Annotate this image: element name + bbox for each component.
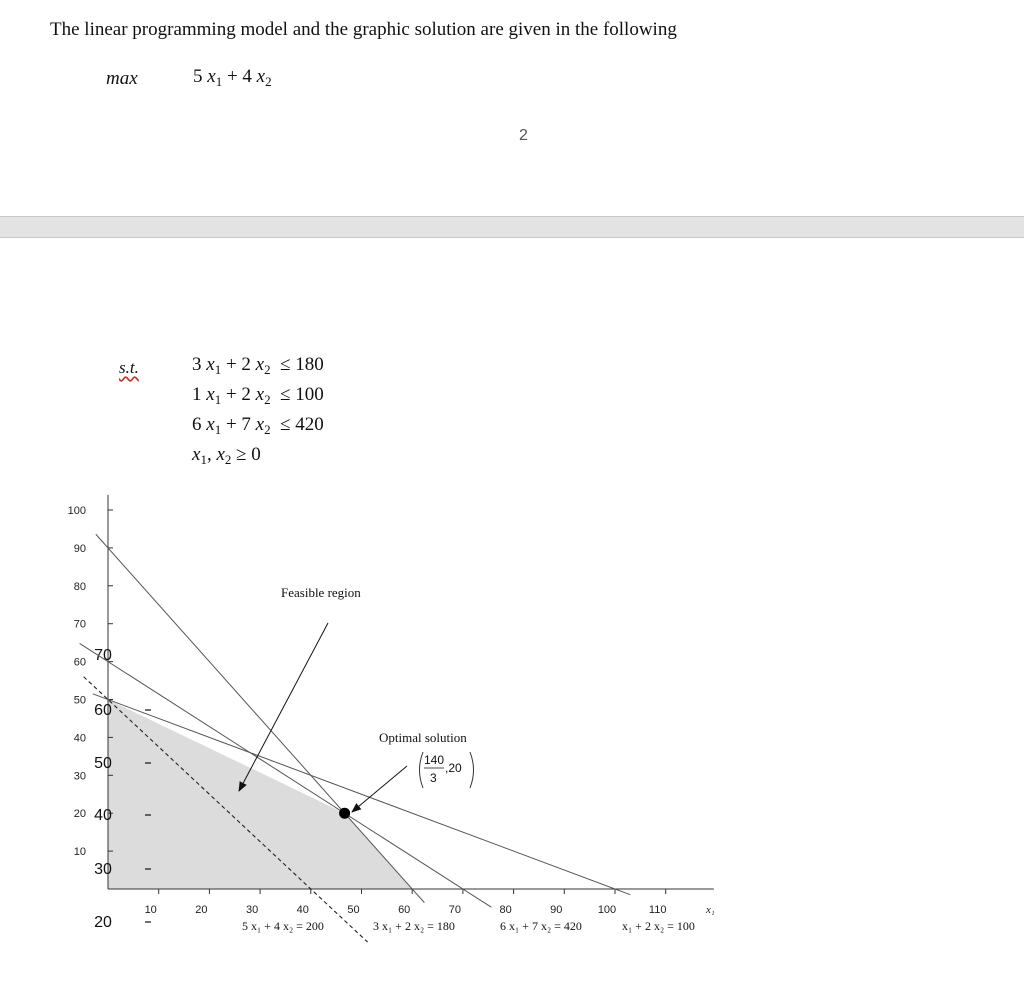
- subject-to-label: s.t.: [119, 358, 139, 377]
- x-tick-label: 90: [550, 904, 563, 916]
- constraint-plus: +: [225, 384, 237, 405]
- y-tick-label: 100: [67, 505, 86, 517]
- optimal-fraction-denominator: 3: [430, 771, 437, 785]
- constraint-var-b: x: [255, 354, 265, 375]
- stray-axis-label: 40: [94, 807, 112, 824]
- y-tick-label: 20: [73, 808, 86, 821]
- optimal-point: [339, 808, 350, 819]
- constraint-coef-b: 2: [241, 354, 251, 375]
- stray-axis-label: 30: [94, 861, 112, 878]
- x-tick-label: 10: [144, 904, 157, 916]
- objective-coef-1: 5: [193, 66, 203, 87]
- constraint-plus: +: [225, 354, 237, 375]
- objective-sub-1: 1: [215, 74, 223, 89]
- y-tick-label: 60: [73, 656, 86, 669]
- stray-axis-label: 70: [94, 647, 112, 664]
- objective-sub-2: 2: [265, 74, 272, 89]
- x-tick-label: 100: [597, 904, 617, 916]
- constraint-sub-b: 2: [264, 422, 271, 437]
- constraint-coef-b: 2: [241, 384, 251, 405]
- constraint-sub-a: 1: [214, 422, 222, 437]
- nonneg-sub-2: 2: [224, 452, 232, 467]
- feasible-region-shape: [108, 700, 412, 890]
- y-tick-label: 50: [73, 694, 86, 707]
- x-tick-label: 80: [499, 904, 512, 916]
- constraint-relation: ≤: [280, 354, 291, 375]
- x-tick-label: 30: [245, 904, 259, 916]
- x-tick-label: 60: [398, 904, 411, 916]
- constraint-rhs: 180: [295, 354, 324, 375]
- stray-axis-label: 60: [94, 702, 112, 719]
- constraint-var-a: x: [206, 414, 215, 435]
- nonneg-var-1: x: [192, 444, 201, 465]
- intro-sentence: The linear programming model and the graphic solution are given in the following: [50, 19, 677, 40]
- optimal-fraction-numerator: 140: [424, 753, 445, 767]
- objective-label: max: [106, 68, 138, 89]
- line-equation-caption: 6 x₁ + 7 x₂ = 420: [500, 919, 582, 933]
- feasible-region-arrow: [239, 623, 328, 791]
- constraint-sub-a: 1: [214, 362, 222, 377]
- objective-coef-2: 4: [242, 66, 252, 87]
- constraint-var-b: x: [255, 384, 265, 405]
- nonneg-relation: ≥ 0: [236, 444, 261, 465]
- y-tick-label: 30: [73, 770, 86, 783]
- constraint-rhs: 100: [295, 384, 324, 405]
- optimal-left-paren: [420, 752, 424, 788]
- line-equation-caption: 5 x₁ + 4 x₂ = 200: [242, 919, 324, 933]
- y-tick-label: 70: [73, 618, 86, 631]
- y-tick-label: 80: [73, 580, 86, 593]
- x-tick-label: 20: [195, 904, 208, 916]
- x-tick-label: 40: [296, 904, 309, 916]
- constraint-sub-b: 2: [264, 392, 271, 407]
- constraint-coef-a: 1: [192, 384, 202, 405]
- constraint-var-b: x: [255, 414, 265, 435]
- line-equation-caption: x₁ + 2 x₂ = 100: [622, 919, 695, 933]
- line-equation-caption: 3 x₁ + 2 x₂ = 180: [373, 919, 455, 933]
- x-tick-label: 70: [448, 904, 462, 916]
- stray-axis-label: 50: [94, 755, 112, 772]
- y-tick-label: 10: [73, 846, 86, 859]
- stray-axis-label: 20: [94, 914, 112, 931]
- nonnegativity-constraint: $x_1$, $x_2 \ge 0$: [192, 444, 261, 467]
- constraint-relation: ≤: [280, 384, 291, 405]
- objective-plus: +: [226, 66, 238, 87]
- constraint-sub-a: 1: [214, 392, 222, 407]
- constraint-rhs: 420: [295, 414, 324, 435]
- optimal-y-value: ,20: [445, 761, 462, 775]
- constraint-relation: ≤: [280, 414, 291, 435]
- constraint-coef-a: 3: [192, 354, 202, 375]
- objective-var-1: x: [207, 66, 216, 87]
- optimal-right-paren: [470, 752, 474, 788]
- nonneg-sub-1: 1: [200, 452, 207, 467]
- constraint-sub-b: 2: [264, 362, 271, 377]
- constraint-var-a: x: [206, 384, 215, 405]
- y-tick-label: 90: [73, 542, 86, 555]
- x-tick-label: 110: [648, 904, 667, 916]
- nonneg-var-2: x: [216, 444, 225, 465]
- optimal-solution-label: Optimal solution: [379, 730, 467, 745]
- optimal-solution-arrow: [352, 766, 407, 812]
- constraint-plus: +: [225, 414, 237, 435]
- constraint-var-a: x: [206, 354, 215, 375]
- y-tick-label: 40: [73, 732, 86, 745]
- x-tick-label: 50: [347, 904, 360, 916]
- constraint-coef-b: 7: [241, 414, 251, 435]
- objective-var-2: x: [256, 66, 266, 87]
- feasible-region-label: Feasible region: [281, 585, 361, 600]
- page-number: 2: [519, 127, 528, 144]
- constraint-coef-a: 6: [192, 414, 202, 435]
- x-axis-label: x₁: [706, 904, 715, 916]
